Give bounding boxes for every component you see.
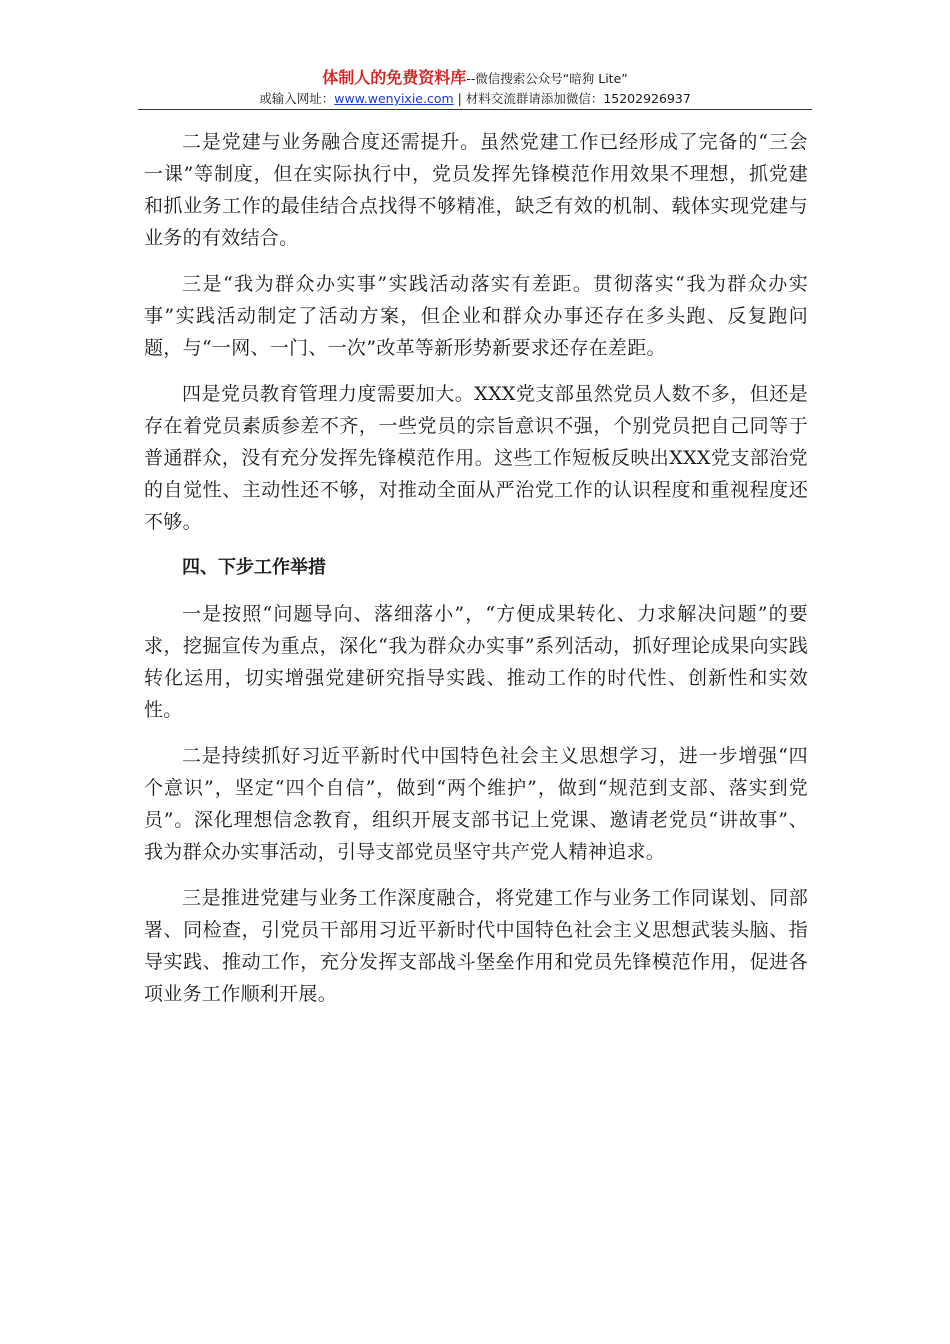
paragraph: 三是推进党建与业务工作深度融合，将党建工作与业务工作同谋划、同部署、同检查，引党员干部用习近平新时代中国特色社会主义思想武装头脑、指导实践、推动工作，充分发挥支部战斗堡垒作用和党员先锋模范作用，促进各项业务工作顺利开展。 (144, 887, 808, 1005)
header-slogan: --微信搜索公众号“暗狗 Lite” (466, 71, 628, 86)
header-contact-line (0, 90, 950, 108)
paragraph: 三是“我为群众办实事”实践活动落实有差距。贯彻落实“我为群众办实事”实践活动制定了活动方案，但企业和群众办事还存在多头跑、反复跑问题，与“一网、一门、一次”改革等新形势新要求还存在差距。 (144, 273, 808, 359)
paragraph: 四是党员教育管理力度需要加大。XXX党支部虽然党员人数不多，但还是存在着党员素质参差不齐，一些党员的宗旨意识不强，个别党员把自己同等于普通群众，没有充分发挥先锋模范作用。这些工作短板反映出XXX党支部治党的自觉性、主动性还不够，对推动全面从严治党工作的认识程度和重视程度还不够。 (144, 383, 808, 533)
paragraph: 二是党建与业务融合度还需提升。虽然党建工作已经形成了完备的“三会一课”等制度，但在实际执行中，党员发挥先锋模范作用效果不理想，抓党建和抓业务工作的最佳结合点找得不够精准，缺乏有效的机制、载体实现党建与业务的有效结合。 (144, 131, 808, 249)
paragraph: 一是按照“问题导向、落细落小”，“方便成果转化、力求解决问题”的要求，挖掘宣传为重点，深化“我为群众办实事”系列活动，抓好理论成果向实践转化运用，切实增强党建研究指导实践、推动工作的时代性、创新性和实效性。 (144, 603, 808, 721)
website-link[interactable]: www.wenyixie.com (334, 91, 454, 106)
contact-info: | 材料交流群请添加微信：15202926937 (453, 91, 691, 106)
brand-title: 体制人的免费资料库 (322, 68, 467, 87)
url-prefix: 或输入网址： (259, 91, 335, 106)
paragraph: 二是持续抓好习近平新时代中国特色社会主义思想学习，进一步增强“四个意识”，坚定“四个自信”，做到“两个维护”，做到“规范到支部、落实到党员”。深化理想信念教育，组织开展支部书记上党课、邀请老党员“讲故事”、我为群众办实事活动，引导支部党员坚守共产党人精神追求。 (144, 745, 808, 863)
header-divider (138, 109, 812, 110)
section-heading: 四、下步工作举措 (182, 557, 326, 578)
header-banner (0, 68, 950, 89)
document-body (144, 126, 808, 1024)
page-header (0, 68, 950, 108)
